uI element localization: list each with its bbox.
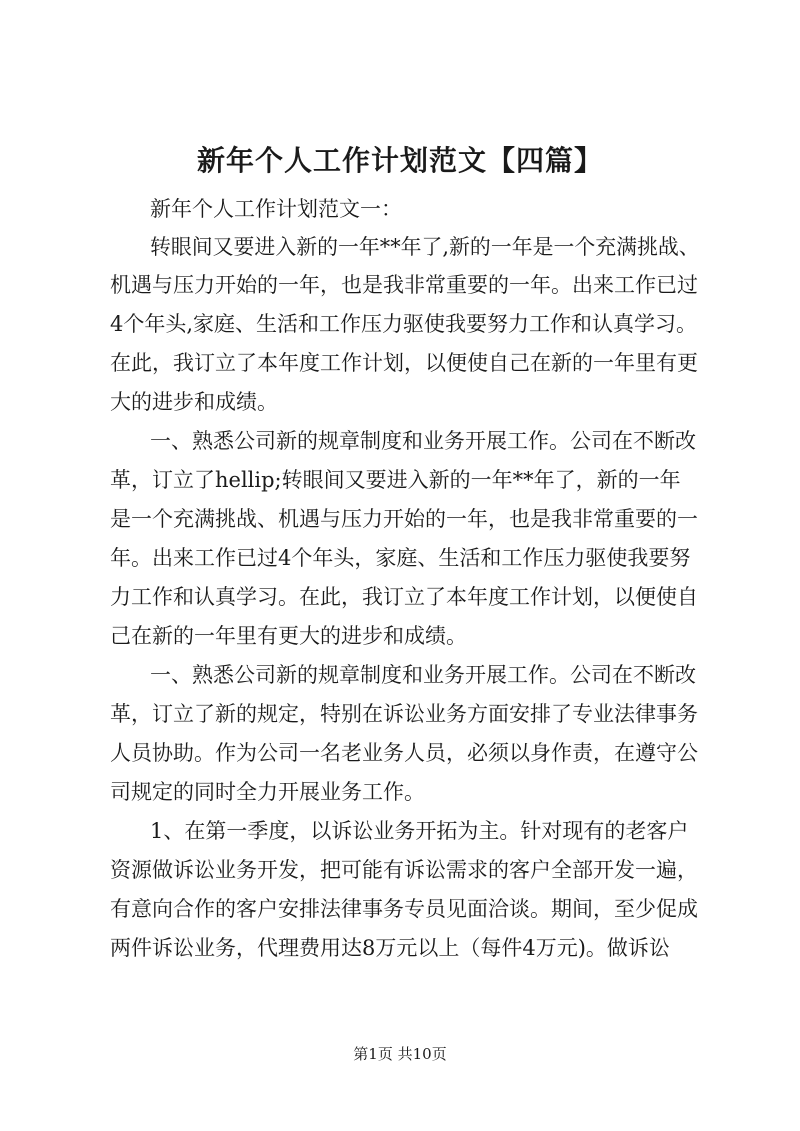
text-line: 革，订立了hellip;转眼间又要进入新的一年**年了，新的一年	[110, 468, 681, 492]
text-line: 大的进步和成绩。	[110, 390, 278, 414]
text-line: 机遇与压力开始的一年，也是我非常重要的一年。出来工作已过	[110, 273, 698, 297]
text-line: 力工作和认真学习。在此，我订立了本年度工作计划，以便使自	[110, 585, 698, 609]
text-line: 年。出来工作已过4个年头，家庭、生活和工作压力驱使我要努	[110, 546, 691, 570]
text-line: 一、熟悉公司新的规章制度和业务开展工作。公司在不断改	[150, 429, 696, 453]
page-footer: 第1页 共10页	[353, 1045, 447, 1063]
text-line: 一、熟悉公司新的规章制度和业务开展工作。公司在不断改	[150, 663, 696, 687]
text-line: 1、在第一季度，以诉讼业务开拓为主。针对现有的老客户	[150, 819, 689, 843]
text-line: 4个年头,家庭、生活和工作压力驱使我要努力工作和认真学习。	[110, 312, 698, 336]
text-line: 转眼间又要进入新的一年**年了,新的一年是一个充满挑战、	[150, 235, 700, 259]
text-line: 革，订立了新的规定，特别在诉讼业务方面安排了专业法律事务	[110, 702, 698, 726]
text-line: 在此，我订立了本年度工作计划，以便使自己在新的一年里有更	[110, 351, 698, 375]
text-line: 司规定的同时全力开展业务工作。	[110, 780, 425, 804]
text-line: 新年个人工作计划范文一：	[150, 197, 402, 221]
text-line: 己在新的一年里有更大的进步和成绩。	[110, 624, 467, 648]
document-title: 新年个人工作计划范文【四篇】	[196, 144, 603, 177]
text-line: 资源做诉讼业务开发，把可能有诉讼需求的客户全部开发一遍，	[110, 858, 698, 882]
text-line: 是一个充满挑战、机遇与压力开始的一年，也是我非常重要的一	[110, 507, 698, 531]
text-line: 两件诉讼业务，代理费用达8万元以上（每件4万元)。做诉讼	[110, 936, 670, 960]
text-line: 有意向合作的客户安排法律事务专员见面洽谈。期间，至少促成	[110, 897, 698, 921]
text-line: 人员协助。作为公司一名老业务人员，必须以身作责，在遵守公	[110, 741, 698, 765]
